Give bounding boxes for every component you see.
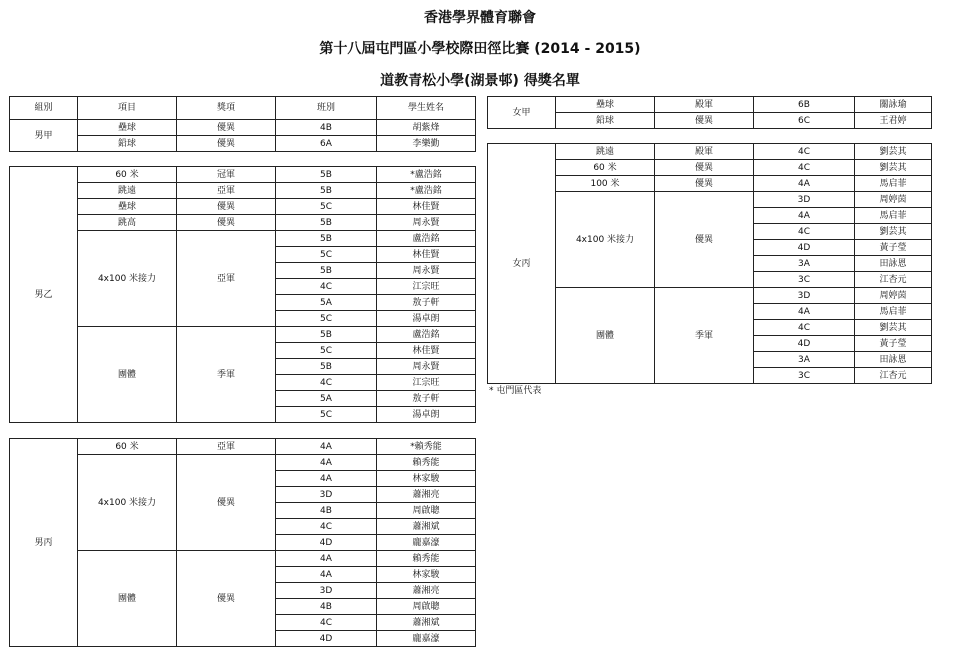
header-name: 學生姓名	[377, 97, 476, 120]
class-cell: 5B	[276, 263, 377, 279]
event-cell: 4x100 米接力	[78, 231, 177, 327]
class-cell: 6C	[754, 113, 855, 129]
name-cell: 馬启菲	[855, 304, 932, 320]
event-cell: 鉛球	[556, 113, 655, 129]
class-cell: 4C	[754, 160, 855, 176]
name-cell: 關詠瑜	[855, 97, 932, 113]
award-cell: 優異	[655, 176, 754, 192]
name-cell: 田詠恩	[855, 256, 932, 272]
class-cell: 4C	[754, 320, 855, 336]
event-cell: 團體	[78, 551, 177, 647]
header-class: 班別	[276, 97, 377, 120]
name-cell: 周啟聰	[377, 503, 476, 519]
name-cell: 蕭湘亮	[377, 583, 476, 599]
table-girls-a	[487, 96, 932, 129]
event-cell: 60 米	[78, 439, 177, 455]
title-competition: 第十八屆屯門區小學校際田徑比賽 (2014 - 2015)	[319, 41, 641, 57]
table-row	[10, 231, 476, 247]
award-cell: 亞軍	[177, 439, 276, 455]
name-cell: 湯卓朗	[377, 311, 476, 327]
award-cell: 優異	[177, 215, 276, 231]
table-boys-b	[9, 166, 476, 423]
footnote-district-representative: * 屯門區代表	[489, 386, 542, 396]
class-cell: 4A	[754, 208, 855, 224]
award-cell: 季軍	[655, 288, 754, 384]
class-cell: 3D	[754, 192, 855, 208]
class-cell: 3D	[276, 583, 377, 599]
title-school-awards: 道教青松小學(湖景邨) 得獎名單	[380, 73, 580, 89]
class-cell: 3A	[754, 256, 855, 272]
header-event: 項目	[78, 97, 177, 120]
name-cell: 李樂勤	[377, 136, 476, 152]
class-cell: 4A	[276, 439, 377, 455]
name-cell: 林佳賢	[377, 247, 476, 263]
event-cell: 壘球	[556, 97, 655, 113]
award-cell: 優異	[177, 120, 276, 136]
class-cell: 5B	[276, 359, 377, 375]
name-cell: 龐嘉濠	[377, 631, 476, 647]
table-row	[10, 327, 476, 343]
class-cell: 4B	[276, 503, 377, 519]
class-cell: 4D	[276, 535, 377, 551]
class-cell: 4C	[754, 144, 855, 160]
name-cell: 黃子瑩	[855, 336, 932, 352]
name-cell: 賴秀能	[377, 455, 476, 471]
group-cell: 女丙	[488, 144, 556, 384]
name-cell: 周婷茵	[855, 192, 932, 208]
award-cell: 亞軍	[177, 183, 276, 199]
name-cell: 江宗旺	[377, 279, 476, 295]
class-cell: 4D	[276, 631, 377, 647]
class-cell: 4A	[754, 176, 855, 192]
class-cell: 5A	[276, 295, 377, 311]
class-cell: 4D	[754, 336, 855, 352]
table-boys-c	[9, 438, 476, 647]
name-cell: 林家駿	[377, 567, 476, 583]
name-cell: 龐嘉濠	[377, 535, 476, 551]
award-cell: 優異	[655, 192, 754, 288]
table-row	[10, 167, 476, 183]
class-cell: 5B	[276, 183, 377, 199]
award-cell: 優異	[655, 160, 754, 176]
class-cell: 4C	[276, 279, 377, 295]
group-cell: 男乙	[10, 167, 78, 423]
event-cell: 壘球	[78, 199, 177, 215]
class-cell: 3D	[754, 288, 855, 304]
class-cell: 5C	[276, 311, 377, 327]
class-cell: 4C	[276, 375, 377, 391]
name-cell: 周婷茵	[855, 288, 932, 304]
event-cell: 跳遠	[78, 183, 177, 199]
award-cell: 優異	[177, 455, 276, 551]
award-cell: 亞軍	[177, 231, 276, 327]
name-cell: 周永賢	[377, 263, 476, 279]
name-cell: *盧浩銘	[377, 183, 476, 199]
name-cell: 周永賢	[377, 215, 476, 231]
award-cell: 殿軍	[655, 97, 754, 113]
class-cell: 6B	[754, 97, 855, 113]
event-cell: 壘球	[78, 120, 177, 136]
class-cell: 4A	[276, 471, 377, 487]
header-group: 組別	[10, 97, 78, 120]
event-cell: 跳遠	[556, 144, 655, 160]
event-cell: 60 米	[556, 160, 655, 176]
class-cell: 4C	[754, 224, 855, 240]
class-cell: 4A	[276, 567, 377, 583]
class-cell: 6A	[276, 136, 377, 152]
award-cell: 優異	[655, 113, 754, 129]
table-boys-a	[9, 96, 476, 152]
group-cell: 女甲	[488, 97, 556, 129]
class-cell: 4A	[754, 304, 855, 320]
table-girls-c	[487, 143, 932, 384]
event-cell: 團體	[78, 327, 177, 423]
table-row	[10, 551, 476, 567]
class-cell: 5B	[276, 231, 377, 247]
class-cell: 5B	[276, 327, 377, 343]
name-cell: 蕭湘斌	[377, 615, 476, 631]
title-federation: 香港學界體育聯會	[424, 10, 536, 26]
name-cell: 劉芸其	[855, 224, 932, 240]
table-row	[10, 199, 476, 215]
table-row	[10, 120, 476, 136]
name-cell: 胡紫烽	[377, 120, 476, 136]
name-cell: 江杏元	[855, 368, 932, 384]
event-cell: 4x100 米接力	[556, 192, 655, 288]
event-cell: 跳高	[78, 215, 177, 231]
class-cell: 5C	[276, 199, 377, 215]
class-cell: 4D	[754, 240, 855, 256]
name-cell: 劉芸其	[855, 320, 932, 336]
name-cell: 盧浩銘	[377, 231, 476, 247]
name-cell: 江宗旺	[377, 375, 476, 391]
class-cell: 4A	[276, 551, 377, 567]
class-cell: 4C	[276, 519, 377, 535]
table-row	[10, 215, 476, 231]
name-cell: 賴秀能	[377, 551, 476, 567]
event-cell: 100 米	[556, 176, 655, 192]
name-cell: 蕭湘亮	[377, 487, 476, 503]
award-cell: 殿軍	[655, 144, 754, 160]
class-cell: 4B	[276, 599, 377, 615]
award-cell: 優異	[177, 199, 276, 215]
name-cell: 林佳賢	[377, 343, 476, 359]
group-cell: 男甲	[10, 120, 78, 152]
class-cell: 4A	[276, 455, 377, 471]
name-cell: 劉芸其	[855, 160, 932, 176]
name-cell: 湯卓朗	[377, 407, 476, 423]
class-cell: 5B	[276, 215, 377, 231]
name-cell: 江杏元	[855, 272, 932, 288]
name-cell: 周啟聰	[377, 599, 476, 615]
name-cell: 黃子瑩	[855, 240, 932, 256]
class-cell: 3D	[276, 487, 377, 503]
event-cell: 團體	[556, 288, 655, 384]
group-cell: 男丙	[10, 439, 78, 647]
award-cell: 優異	[177, 136, 276, 152]
class-cell: 5A	[276, 391, 377, 407]
event-cell: 4x100 米接力	[78, 455, 177, 551]
name-cell: 林佳賢	[377, 199, 476, 215]
name-cell: 敖子軒	[377, 391, 476, 407]
event-cell: 60 米	[78, 167, 177, 183]
name-cell: *賴秀能	[377, 439, 476, 455]
header-row	[10, 97, 476, 120]
header-award: 獎項	[177, 97, 276, 120]
name-cell: 林家駿	[377, 471, 476, 487]
table-row	[10, 183, 476, 199]
name-cell: 王君婷	[855, 113, 932, 129]
table-row	[10, 136, 476, 152]
name-cell: 盧浩銘	[377, 327, 476, 343]
name-cell: 馬启菲	[855, 208, 932, 224]
name-cell: 蕭湘斌	[377, 519, 476, 535]
event-cell: 鉛球	[78, 136, 177, 152]
name-cell: 田詠恩	[855, 352, 932, 368]
class-cell: 4B	[276, 120, 377, 136]
class-cell: 5C	[276, 407, 377, 423]
table-row	[488, 97, 932, 113]
class-cell: 3A	[754, 352, 855, 368]
award-cell: 優異	[177, 551, 276, 647]
award-cell: 冠軍	[177, 167, 276, 183]
class-cell: 3C	[754, 368, 855, 384]
class-cell: 5C	[276, 343, 377, 359]
table-row	[10, 439, 476, 455]
name-cell: 敖子軒	[377, 295, 476, 311]
class-cell: 5C	[276, 247, 377, 263]
class-cell: 5B	[276, 167, 377, 183]
award-cell: 季軍	[177, 327, 276, 423]
name-cell: *盧浩銘	[377, 167, 476, 183]
class-cell: 4C	[276, 615, 377, 631]
name-cell: 馬启菲	[855, 176, 932, 192]
table-row	[488, 144, 932, 160]
name-cell: 劉芸其	[855, 144, 932, 160]
class-cell: 3C	[754, 272, 855, 288]
name-cell: 周永賢	[377, 359, 476, 375]
table-row	[10, 455, 476, 471]
